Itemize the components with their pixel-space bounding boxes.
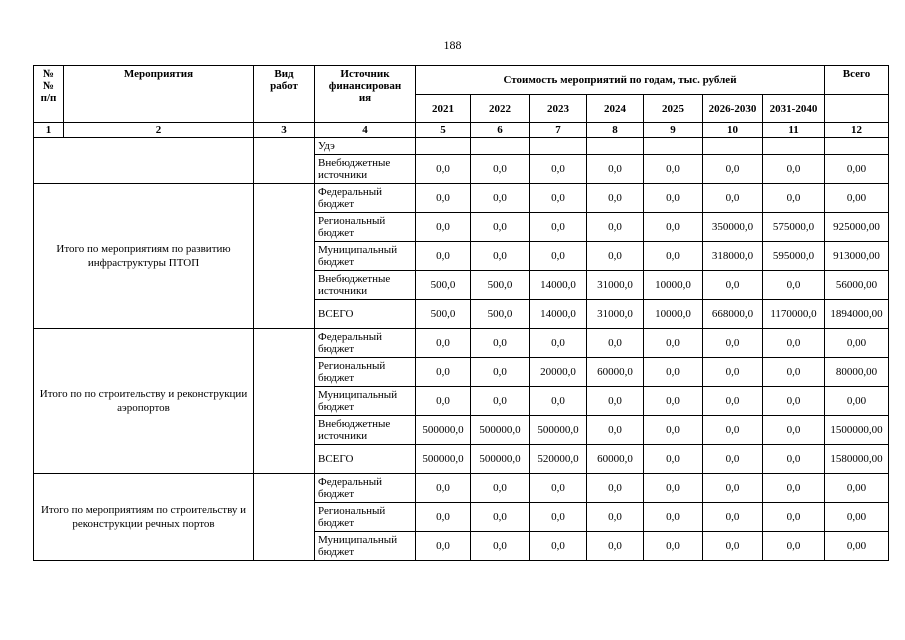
value-cell: 60000,0 (587, 445, 644, 474)
value-cell: 0,0 (587, 474, 644, 503)
page-number: 188 (443, 38, 462, 52)
column-number: 2 (64, 123, 254, 138)
value-cell: 0,0 (763, 387, 825, 416)
total-cell: 0,00 (825, 329, 889, 358)
value-cell: 0,0 (416, 358, 471, 387)
source-cell: Федеральный бюджет (315, 184, 416, 213)
source-cell: ВСЕГО (315, 300, 416, 329)
header-year: 2021 (416, 95, 471, 123)
value-cell: 0,0 (587, 387, 644, 416)
value-cell (763, 138, 825, 155)
value-cell: 0,0 (763, 416, 825, 445)
value-cell: 14000,0 (530, 300, 587, 329)
value-cell: 0,0 (471, 242, 530, 271)
value-cell: 0,0 (471, 213, 530, 242)
header-year: 2031-2040 (763, 95, 825, 123)
total-cell: 925000,00 (825, 213, 889, 242)
value-cell: 0,0 (471, 184, 530, 213)
value-cell: 0,0 (644, 213, 703, 242)
source-cell: Удэ (315, 138, 416, 155)
source-cell: ВСЕГО (315, 445, 416, 474)
value-cell: 0,0 (530, 242, 587, 271)
total-cell: 1894000,00 (825, 300, 889, 329)
value-cell: 520000,0 (530, 445, 587, 474)
column-number: 7 (530, 123, 587, 138)
column-number: 10 (703, 123, 763, 138)
column-number: 5 (416, 123, 471, 138)
value-cell: 0,0 (587, 503, 644, 532)
value-cell: 0,0 (471, 503, 530, 532)
total-cell: 0,00 (825, 184, 889, 213)
value-cell: 0,0 (703, 387, 763, 416)
value-cell: 500,0 (471, 271, 530, 300)
source-cell: Региональный бюджет (315, 213, 416, 242)
total-cell: 0,00 (825, 155, 889, 184)
header-year: 2022 (471, 95, 530, 123)
value-cell: 0,0 (763, 271, 825, 300)
value-cell: 500000,0 (471, 416, 530, 445)
header-total-blank (825, 95, 889, 123)
value-cell (587, 138, 644, 155)
value-cell: 0,0 (530, 503, 587, 532)
value-cell: 0,0 (471, 155, 530, 184)
value-cell: 0,0 (703, 271, 763, 300)
value-cell: 0,0 (530, 387, 587, 416)
value-cell: 0,0 (763, 474, 825, 503)
header-source: Источник финансирован ия (315, 66, 416, 123)
value-cell: 0,0 (703, 184, 763, 213)
value-cell: 0,0 (644, 445, 703, 474)
work-type-cell (254, 329, 315, 474)
column-number: 1 (34, 123, 64, 138)
column-number: 9 (644, 123, 703, 138)
total-cell: 0,00 (825, 503, 889, 532)
value-cell: 0,0 (644, 503, 703, 532)
value-cell: 14000,0 (530, 271, 587, 300)
header-total: Всего (825, 66, 889, 95)
value-cell (825, 138, 889, 155)
value-cell: 0,0 (416, 213, 471, 242)
group-title: Итого по по строительству и реконструкции аэропортов (34, 329, 254, 474)
value-cell: 0,0 (471, 474, 530, 503)
value-cell: 0,0 (530, 532, 587, 561)
value-cell: 0,0 (416, 242, 471, 271)
total-cell: 1500000,00 (825, 416, 889, 445)
value-cell: 0,0 (416, 387, 471, 416)
source-cell: Муниципальный бюджет (315, 242, 416, 271)
value-cell: 0,0 (703, 329, 763, 358)
value-cell: 0,0 (763, 445, 825, 474)
total-cell: 80000,00 (825, 358, 889, 387)
value-cell: 0,0 (587, 242, 644, 271)
value-cell: 0,0 (763, 358, 825, 387)
value-cell: 575000,0 (763, 213, 825, 242)
value-cell: 31000,0 (587, 300, 644, 329)
group-title: Итого по мероприятиям по строительству и реконструкции речных портов (34, 474, 254, 561)
column-number: 4 (315, 123, 416, 138)
value-cell: 0,0 (530, 213, 587, 242)
header-num: № № п/п (34, 66, 64, 123)
source-cell: Муниципальный бюджет (315, 387, 416, 416)
value-cell: 0,0 (763, 532, 825, 561)
value-cell: 0,0 (644, 358, 703, 387)
value-cell: 0,0 (530, 329, 587, 358)
work-type-cell (254, 184, 315, 329)
value-cell: 0,0 (703, 532, 763, 561)
value-cell: 0,0 (763, 184, 825, 213)
total-cell: 913000,00 (825, 242, 889, 271)
source-cell: Региональный бюджет (315, 358, 416, 387)
value-cell: 500,0 (416, 300, 471, 329)
value-cell: 1170000,0 (763, 300, 825, 329)
total-cell: 56000,00 (825, 271, 889, 300)
value-cell: 0,0 (587, 329, 644, 358)
column-number: 11 (763, 123, 825, 138)
value-cell: 0,0 (763, 329, 825, 358)
value-cell (530, 138, 587, 155)
total-cell: 0,00 (825, 474, 889, 503)
value-cell (644, 138, 703, 155)
value-cell: 0,0 (587, 213, 644, 242)
header-year: 2023 (530, 95, 587, 123)
value-cell: 0,0 (587, 184, 644, 213)
cost-table (33, 65, 889, 561)
value-cell: 350000,0 (703, 213, 763, 242)
value-cell: 0,0 (703, 358, 763, 387)
source-cell: Муниципальный бюджет (315, 532, 416, 561)
value-cell: 0,0 (416, 155, 471, 184)
value-cell: 0,0 (530, 155, 587, 184)
value-cell: 500000,0 (416, 416, 471, 445)
value-cell: 0,0 (703, 416, 763, 445)
column-number: 8 (587, 123, 644, 138)
work-type-cell (254, 138, 315, 184)
value-cell: 0,0 (416, 474, 471, 503)
work-type-cell (254, 474, 315, 561)
source-cell: Внебюджетные источники (315, 416, 416, 445)
value-cell: 0,0 (644, 532, 703, 561)
value-cell: 500000,0 (416, 445, 471, 474)
value-cell: 0,0 (644, 329, 703, 358)
value-cell: 0,0 (471, 358, 530, 387)
header-year: 2024 (587, 95, 644, 123)
value-cell: 0,0 (587, 416, 644, 445)
source-cell: Внебюджетные источники (315, 271, 416, 300)
value-cell: 0,0 (644, 184, 703, 213)
source-cell: Региональный бюджет (315, 503, 416, 532)
header-year: 2025 (644, 95, 703, 123)
value-cell: 0,0 (416, 184, 471, 213)
source-cell: Внебюджетные источники (315, 155, 416, 184)
group-title-empty (34, 138, 254, 184)
group-title: Итого по мероприятиям по развитию инфраструктуры ПТОП (34, 184, 254, 329)
value-cell: 0,0 (703, 474, 763, 503)
header-cost: Стоимость мероприятий по годам, тыс. рублей (416, 66, 825, 95)
value-cell: 0,0 (587, 155, 644, 184)
value-cell: 0,0 (763, 503, 825, 532)
value-cell: 500,0 (471, 300, 530, 329)
value-cell: 500000,0 (530, 416, 587, 445)
value-cell (416, 138, 471, 155)
value-cell: 0,0 (644, 416, 703, 445)
value-cell: 0,0 (703, 155, 763, 184)
total-cell: 1580000,00 (825, 445, 889, 474)
value-cell: 0,0 (763, 155, 825, 184)
value-cell: 0,0 (471, 329, 530, 358)
total-cell: 0,00 (825, 387, 889, 416)
value-cell: 0,0 (471, 387, 530, 416)
value-cell: 0,0 (703, 445, 763, 474)
value-cell: 0,0 (416, 503, 471, 532)
value-cell: 60000,0 (587, 358, 644, 387)
value-cell (471, 138, 530, 155)
column-number: 3 (254, 123, 315, 138)
value-cell: 318000,0 (703, 242, 763, 271)
column-number: 6 (471, 123, 530, 138)
source-cell: Федеральный бюджет (315, 329, 416, 358)
value-cell: 500,0 (416, 271, 471, 300)
value-cell: 0,0 (644, 474, 703, 503)
value-cell: 0,0 (644, 387, 703, 416)
value-cell: 0,0 (471, 532, 530, 561)
value-cell: 0,0 (587, 532, 644, 561)
value-cell: 0,0 (703, 503, 763, 532)
value-cell: 500000,0 (471, 445, 530, 474)
value-cell: 0,0 (530, 184, 587, 213)
value-cell: 10000,0 (644, 300, 703, 329)
value-cell: 595000,0 (763, 242, 825, 271)
value-cell: 668000,0 (703, 300, 763, 329)
value-cell: 31000,0 (587, 271, 644, 300)
source-cell: Федеральный бюджет (315, 474, 416, 503)
value-cell: 20000,0 (530, 358, 587, 387)
value-cell: 0,0 (416, 329, 471, 358)
value-cell: 0,0 (416, 532, 471, 561)
column-number: 12 (825, 123, 889, 138)
header-work-type: Вид работ (254, 66, 315, 123)
value-cell (703, 138, 763, 155)
value-cell: 0,0 (644, 155, 703, 184)
value-cell: 0,0 (644, 242, 703, 271)
value-cell: 0,0 (530, 474, 587, 503)
header-year: 2026-2030 (703, 95, 763, 123)
total-cell: 0,00 (825, 532, 889, 561)
header-activities: Мероприятия (64, 66, 254, 123)
value-cell: 10000,0 (644, 271, 703, 300)
